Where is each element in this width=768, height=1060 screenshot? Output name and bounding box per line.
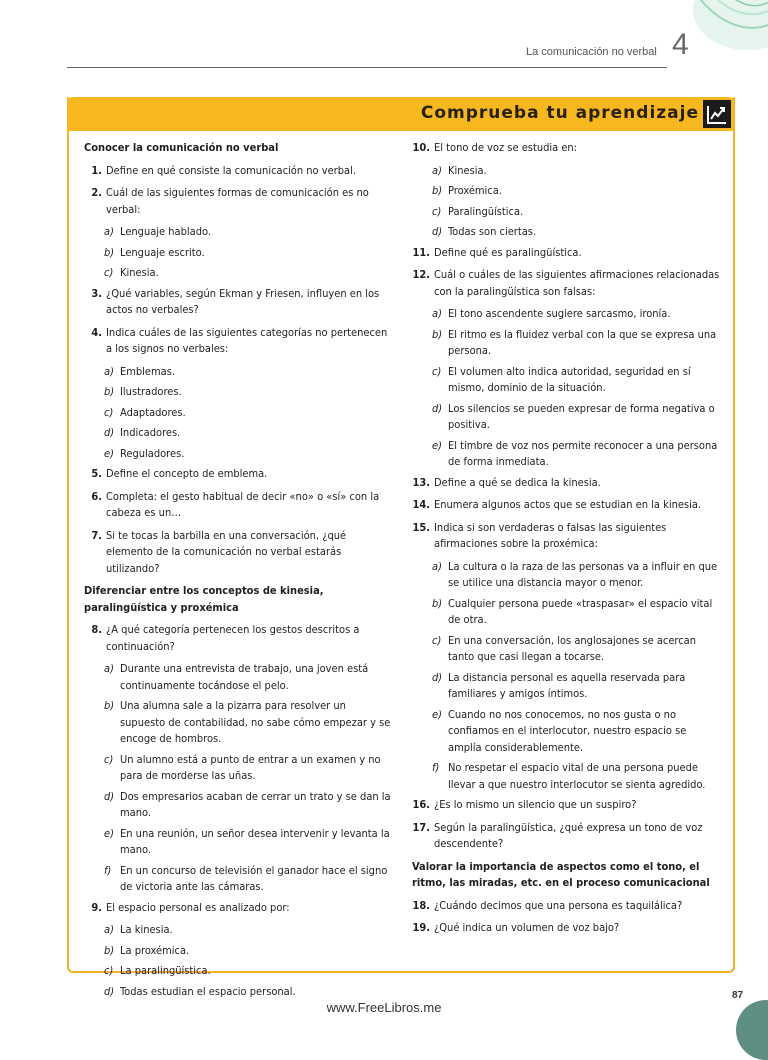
answer-option: [412, 204, 722, 221]
section-heading: Valorar la importancia de aspectos como el tono, el ritmo, las miradas, etc. en el proceso comunicacional: [412, 859, 710, 889]
question-text: ¿Cuándo decimos que una persona es taquilálica?: [434, 898, 683, 912]
option-text: La cultura o la raza de las personas va a influir en que se utilice una distancia mayor o menor.: [448, 559, 718, 589]
section-banner: [67, 97, 735, 131]
question-number: 10.: [412, 141, 430, 154]
option-letter: f): [104, 863, 112, 877]
question-number: 14.: [412, 498, 430, 511]
question-item: [412, 140, 722, 157]
option-text: Proxémica.: [448, 184, 502, 197]
option-letter: d): [104, 984, 115, 998]
question-text: ¿A qué categoría pertenecen los gestos descritos a continuación?: [106, 623, 360, 653]
answer-option: [84, 984, 394, 1001]
option-text: El timbre de voz nos permite reconocer a una persona de forma inmediata.: [448, 438, 718, 468]
option-text: En una reunión, un señor desea intervenir y levanta la mano.: [120, 826, 390, 856]
question-text: El espacio personal es analizado por:: [106, 900, 290, 914]
question-item: [412, 820, 722, 853]
question-item: [412, 920, 722, 937]
page-number: 87: [732, 990, 744, 1001]
answer-option: [412, 438, 722, 471]
question-number: 4.: [91, 325, 102, 339]
option-text: El tono ascendente sugiere sarcasmo, ironía.: [448, 307, 671, 320]
question-text: Según la paralingüística, ¿qué expresa un tono de voz descendente?: [434, 820, 703, 850]
question-item: [412, 245, 722, 262]
question-item: [84, 528, 394, 578]
question-item: [84, 489, 394, 522]
option-text: La proxémica.: [120, 943, 190, 957]
question-number: 8.: [91, 623, 102, 636]
option-text: La distancia personal es aquella reservada para familiares y amigos íntimos.: [448, 670, 686, 700]
answer-option: [84, 752, 394, 785]
answer-option: [412, 364, 722, 397]
option-letter: d): [432, 401, 443, 415]
question-number: 16.: [412, 798, 430, 811]
answer-option: [84, 425, 394, 442]
option-letter: b): [104, 943, 115, 957]
option-text: Kinesia.: [448, 163, 487, 177]
answer-option: [84, 826, 394, 859]
option-letter: d): [104, 789, 115, 803]
chapter-number: 4: [672, 28, 689, 61]
chart-trend-icon: [703, 100, 731, 128]
answer-option: [84, 789, 394, 822]
option-text: Indicadores.: [120, 426, 181, 439]
answer-option: [412, 401, 722, 434]
option-text: Adaptadores.: [120, 405, 186, 419]
right-column: [412, 140, 722, 943]
question-number: 19.: [412, 921, 430, 934]
question-text: Define a qué se dedica la kinesia.: [434, 475, 601, 489]
option-letter: c): [432, 204, 442, 218]
banner-title: Comprueba tu aprendizaje: [420, 103, 699, 123]
answer-option: [84, 863, 394, 896]
option-text: Cuando no nos conocemos, no nos gusta o no confiamos en el interlocutor, nuestro espacio se amplía considerablemente.: [448, 707, 687, 754]
option-text: La kinesia.: [120, 923, 173, 936]
option-letter: d): [432, 670, 443, 684]
option-letter: b): [104, 699, 115, 712]
option-text: Una alumna sale a la pizarra para resolver un supuesto de contabilidad, no sabe cómo empezar y se encoge de hombros.: [120, 699, 391, 745]
option-letter: d): [104, 426, 115, 439]
question-item: [84, 622, 394, 655]
footer-site: www.FreeLibros.me: [326, 1000, 442, 1015]
question-item: [412, 520, 722, 553]
option-text: Un alumno está a punto de entrar a un examen y no para de morderse las uñas.: [120, 752, 381, 782]
option-letter: b): [104, 385, 115, 398]
answer-option: [412, 183, 722, 200]
option-text: No respetar el espacio vital de una persona puede llevar a que nuestro interlocutor se sienta agredido.: [448, 761, 706, 791]
question-item: [84, 466, 394, 483]
option-letter: a): [104, 923, 114, 936]
option-text: En una conversación, los anglosajones se acercan tanto que casi llegan a tocarse.: [448, 633, 697, 663]
option-letter: e): [432, 707, 442, 721]
question-text: Define el concepto de emblema.: [106, 467, 268, 480]
question-number: 12.: [412, 268, 430, 281]
question-number: 13.: [412, 475, 430, 489]
option-text: Lenguaje escrito.: [120, 245, 205, 259]
answer-option: [412, 633, 722, 666]
answer-option: [84, 364, 394, 381]
question-number: 3.: [91, 286, 102, 300]
answer-option: [84, 922, 394, 939]
option-text: Reguladores.: [120, 446, 185, 460]
answer-option: [412, 559, 722, 592]
option-text: El ritmo es la fluidez verbal con la que se expresa una persona.: [448, 327, 717, 357]
option-letter: a): [432, 163, 442, 177]
question-number: 1.: [91, 163, 102, 177]
option-letter: c): [104, 405, 114, 419]
answer-option: [84, 943, 394, 960]
answer-option: [84, 698, 394, 748]
option-text: Todas estudian el espacio personal.: [120, 984, 296, 998]
answer-option: [412, 760, 722, 793]
section-heading: Conocer la comunicación no verbal: [84, 141, 279, 154]
option-letter: b): [432, 596, 443, 610]
option-text: En un concurso de televisión el ganador hace el signo de victoria ante las cámaras.: [120, 863, 388, 893]
question-text: Completa: el gesto habitual de decir «no» o «sí» con la cabeza es un…: [106, 489, 380, 519]
question-item: [84, 185, 394, 218]
question-number: 11.: [412, 245, 430, 259]
question-text: El tono de voz se estudia en:: [434, 141, 578, 154]
option-letter: c): [432, 364, 442, 378]
question-item: [412, 797, 722, 814]
option-letter: a): [104, 364, 114, 378]
option-letter: a): [104, 225, 114, 238]
answer-option: [412, 224, 722, 241]
question-number: 2.: [91, 186, 102, 199]
answer-option: [412, 327, 722, 360]
option-letter: d): [432, 225, 443, 238]
question-number: 6.: [91, 489, 102, 503]
option-letter: b): [432, 327, 443, 341]
option-text: Los silencios se pueden expresar de forma negativa o positiva.: [448, 401, 715, 431]
question-number: 15.: [412, 520, 430, 534]
answer-option: [84, 963, 394, 980]
question-text: Define en qué consiste la comunicación no verbal.: [106, 163, 356, 177]
option-text: Todas son ciertas.: [448, 225, 537, 238]
option-letter: e): [104, 826, 114, 840]
question-number: 18.: [412, 898, 430, 912]
question-item: [84, 286, 394, 319]
question-text: Cuál de las siguientes formas de comunicación es no verbal:: [106, 186, 369, 216]
answer-option: [84, 245, 394, 262]
question-text: Indica cuáles de las siguientes categorías no pertenecen a los signos no verbales:: [106, 325, 388, 355]
question-item: [412, 267, 722, 300]
answer-option: [412, 670, 722, 703]
question-text: Si te tocas la barbilla en una conversación, ¿qué elemento de la comunicación no verbal estarás utilizando?: [106, 528, 347, 575]
question-text: Define qué es paralingüística.: [434, 245, 582, 259]
option-text: Durante una entrevista de trabajo, una joven está continuamente tocándose el pelo.: [120, 662, 369, 692]
option-letter: c): [104, 752, 114, 766]
option-text: El volumen alto indica autoridad, seguridad en sí mismo, dominio de la situación.: [448, 364, 691, 394]
option-text: Emblemas.: [120, 364, 176, 378]
option-letter: e): [104, 446, 114, 460]
question-item: [84, 900, 394, 917]
option-text: Lenguaje hablado.: [120, 225, 212, 238]
question-text: Indica si son verdaderas o falsas las siguientes afirmaciones sobre la proxémica:: [434, 520, 667, 550]
option-text: La paralingüística.: [120, 964, 211, 977]
question-item: [412, 497, 722, 514]
option-text: Ilustradores.: [120, 385, 182, 398]
answer-option: [84, 661, 394, 694]
question-number: 9.: [91, 900, 102, 914]
option-letter: f): [432, 761, 440, 774]
question-item: [84, 163, 394, 180]
answer-option: [84, 384, 394, 401]
option-text: Kinesia.: [120, 266, 159, 279]
left-column: [84, 140, 394, 1004]
option-text: Cualquier persona puede «traspasar» el espacio vital de otra.: [448, 596, 713, 626]
option-letter: a): [104, 662, 114, 675]
option-text: Dos empresarios acaban de cerrar un trato y se dan la mano.: [120, 789, 391, 819]
option-letter: c): [432, 633, 442, 647]
answer-option: [412, 707, 722, 757]
header-divider: [67, 67, 667, 68]
question-text: ¿Es lo mismo un silencio que un suspiro?: [434, 798, 637, 811]
answer-option: [84, 405, 394, 422]
option-letter: b): [104, 245, 115, 259]
question-number: 7.: [91, 528, 102, 542]
question-text: ¿Qué variables, según Ekman y Friesen, influyen en los actos no verbales?: [106, 286, 380, 316]
option-letter: c): [104, 964, 114, 977]
option-letter: a): [432, 307, 442, 320]
question-number: 5.: [91, 467, 102, 480]
option-letter: b): [432, 184, 443, 197]
option-text: Paralingüística.: [448, 204, 524, 218]
answer-option: [84, 265, 394, 282]
question-text: ¿Qué indica un volumen de voz bajo?: [434, 921, 620, 934]
answer-option: [412, 163, 722, 180]
option-letter: a): [432, 559, 442, 573]
answer-option: [412, 596, 722, 629]
question-item: [412, 475, 722, 492]
chapter-title: La comunicación no verbal: [526, 46, 657, 58]
question-number: 17.: [412, 820, 430, 834]
option-letter: e): [432, 438, 442, 452]
section-heading: Diferenciar entre los conceptos de kinesia, paralingüística y proxémica: [84, 584, 324, 614]
question-item: [412, 898, 722, 915]
question-item: [84, 325, 394, 358]
answer-option: [84, 446, 394, 463]
option-letter: c): [104, 266, 114, 279]
question-text: Cuál o cuáles de las siguientes afirmaciones relacionadas con la paralingüística son falsas:: [434, 268, 720, 298]
answer-option: [84, 224, 394, 241]
question-text: Enumera algunos actos que se estudian en la kinesia.: [434, 498, 702, 511]
answer-option: [412, 306, 722, 323]
